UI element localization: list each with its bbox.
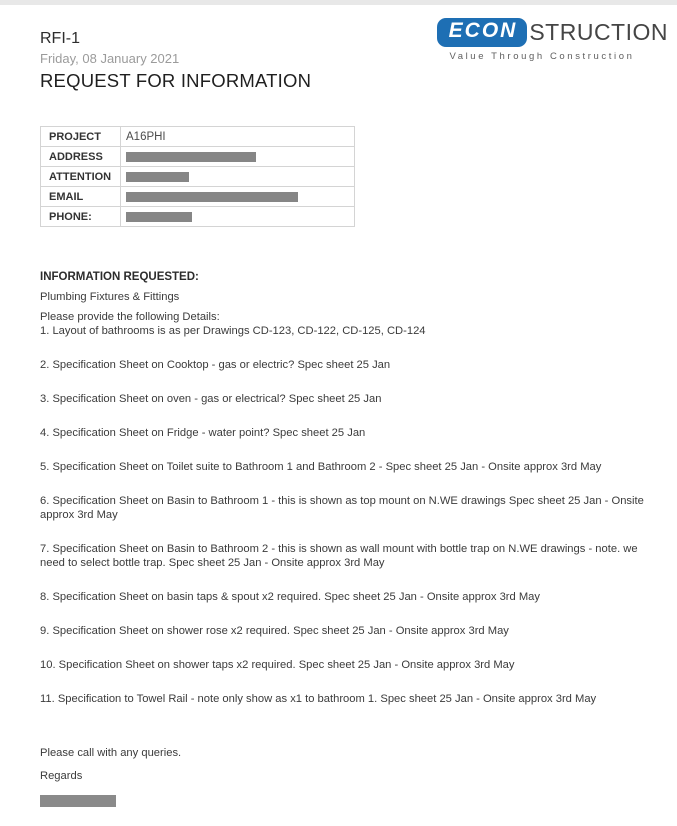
footer-note: Please call with any queries. bbox=[40, 747, 182, 759]
request-item-2: 2. Specification Sheet on Cooktop - gas or electric? Spec sheet 25 Jan bbox=[40, 359, 391, 371]
intro-line: Please provide the following Details: bbox=[40, 311, 220, 323]
email-value bbox=[121, 187, 355, 207]
phone-label: PHONE: bbox=[41, 207, 121, 227]
project-label: PROJECT bbox=[41, 127, 121, 147]
address-label: ADDRESS bbox=[41, 147, 121, 167]
request-item-8: 8. Specification Sheet on basin taps & spout x2 required. Spec sheet 25 Jan - Onsite approx 3rd May bbox=[40, 591, 541, 603]
table-row-email bbox=[41, 187, 355, 207]
rfi-number: RFI-1 bbox=[40, 30, 80, 47]
request-item-1: 1. Layout of bathrooms is as per Drawings CD-123, CD-122, CD-125, CD-124 bbox=[40, 325, 426, 337]
attention-value bbox=[121, 167, 355, 187]
redacted-signature bbox=[40, 795, 116, 807]
request-item-4: 4. Specification Sheet on Fridge - water point? Spec sheet 25 Jan bbox=[40, 427, 366, 439]
rfi-date: Friday, 08 January 2021 bbox=[40, 51, 180, 66]
request-item-11: 11. Specification to Towel Rail - note only show as x1 to bathroom 1. Spec sheet 25 Jan - Onsite approx 3rd May bbox=[40, 693, 597, 705]
redacted-email bbox=[126, 192, 298, 202]
information-requested-section bbox=[40, 270, 655, 706]
project-details-table bbox=[40, 126, 355, 227]
logo-wordmark bbox=[416, 18, 668, 47]
subject-line: Plumbing Fixtures & Fittings bbox=[40, 291, 180, 303]
footer-signoff: Regards bbox=[40, 770, 83, 782]
attention-label: ATTENTION bbox=[41, 167, 121, 187]
information-requested-heading: INFORMATION REQUESTED: bbox=[40, 271, 199, 283]
request-item-7: 7. Specification Sheet on Basin to Bathroom 2 - this is shown as wall mount with bottle trap on N.WE drawings - note. we need to select bottle trap. Spec sheet 25 Jan - Onsite approx 3rd May bbox=[40, 543, 638, 569]
table-row-attention bbox=[41, 167, 355, 187]
redacted-phone bbox=[126, 212, 192, 222]
table-row-phone bbox=[41, 207, 355, 227]
request-item-5: 5. Specification Sheet on Toilet suite to Bathroom 1 and Bathroom 2 - Spec sheet 25 Jan - Onsite approx 3rd May bbox=[40, 461, 602, 473]
phone-value bbox=[121, 207, 355, 227]
document-header bbox=[0, 5, 677, 91]
redacted-address bbox=[126, 152, 256, 162]
redacted-attention bbox=[126, 172, 189, 182]
table-row-project bbox=[41, 127, 355, 147]
request-item-10: 10. Specification Sheet on shower taps x2 required. Spec sheet 25 Jan - Onsite approx 3rd May bbox=[40, 659, 515, 671]
table-row-address bbox=[41, 147, 355, 167]
request-item-9: 9. Specification Sheet on shower rose x2 required. Spec sheet 25 Jan - Onsite approx 3rd May bbox=[40, 625, 509, 637]
logo-struction-text: STRUCTION bbox=[529, 19, 668, 45]
logo-econ-badge bbox=[437, 18, 528, 47]
request-item-6: 6. Specification Sheet on Basin to Bathroom 1 - this is shown as top mount on N.WE drawings Spec sheet 25 Jan - Onsite approx 3rd May bbox=[40, 495, 644, 521]
logo-tagline: Value Through Construction bbox=[449, 51, 635, 62]
logo-econ-text: ECON bbox=[448, 19, 518, 42]
company-logo bbox=[416, 18, 668, 62]
request-item-3: 3. Specification Sheet on oven - gas or electrical? Spec sheet 25 Jan bbox=[40, 393, 382, 405]
page-title: REQUEST FOR INFORMATION bbox=[40, 70, 312, 91]
project-value: A16PHI bbox=[121, 127, 355, 147]
document-footer bbox=[40, 746, 677, 807]
email-label: EMAIL bbox=[41, 187, 121, 207]
address-value bbox=[121, 147, 355, 167]
